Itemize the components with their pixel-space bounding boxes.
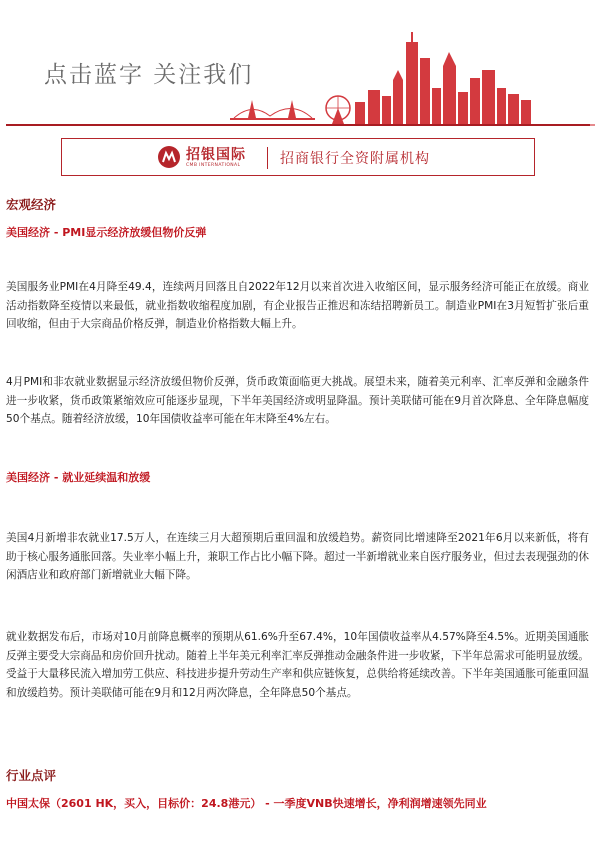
- stock-report-heading[interactable]: 中国太保（2601 HK，买入，目标价：24.8港元） - 一季度VNB快速增长，净利润增速领先同业: [6, 797, 487, 810]
- follow-us-title[interactable]: 点击蓝字 关注我们: [44, 62, 254, 88]
- cmb-logo-icon: [157, 145, 181, 169]
- section-title-industry: 行业点评: [6, 768, 57, 783]
- city-skyline-graphic: [230, 30, 595, 130]
- brand-name-cn: 招银国际: [186, 147, 246, 163]
- header-divider: [6, 124, 590, 126]
- article-paragraph: 美国4月新增非农就业17.5万人，在连续三月大超预期后重回温和放缓趋势。薪资同比增速降至2021年6月以来新低，将有助于核心服务通胀回落。失业率小幅上升，兼职工作占比小幅下降。超过一半新增就业来自医疗服务业，但过去表现强劲的休闲酒店业和政府部门新增就业大幅下降。: [6, 532, 589, 581]
- article-heading-employment[interactable]: 美国经济 - 就业延续温和放缓: [6, 471, 151, 484]
- section-title-macro: 宏观经济: [6, 197, 57, 212]
- article-heading-pmi[interactable]: 美国经济 - PMI显示经济放缓但物价反弹: [6, 226, 207, 239]
- brand-banner: [61, 138, 535, 176]
- article-paragraph: 就业数据发布后，市场对10月前降息概率的预期从61.6%升至67.4%，10年国债收益率从4.57%降至4.5%。近期美国通胀反弹主要受大宗商品和房价回升扰动。随着上半年美元利率汇率反弹推动金融条件进一步收紧，下半年总需求可能明显放缓。受益于大量移民流入增加劳工供应、科技进步提升劳动生产率和供应链恢复，总供给将延续改善。下半年美国通胀可能重回温和放缓趋势。预计美联储可能在9月和12月两次降息，全年降息50个基点。: [6, 631, 589, 699]
- article-paragraph: 4月PMI和非农就业数据显示经济放缓但物价反弹，货币政策面临更大挑战。展望未来，随着美元利率、汇率反弹和金融条件进一步收紧，货币政策紧缩效应可能逐步显现，下半年美国经济或明显降温。预计美联储可能在9月首次降息、全年降息幅度50个基点。随着经济放缓，10年国债收益率可能在年末降至4%左右。: [6, 376, 589, 425]
- brand-divider: [267, 147, 268, 169]
- article-paragraph: 美国服务业PMI在4月降至49.4，连续两月回落且自2022年12月以来首次进入收缩区间，显示服务经济可能正在放缓。商业活动指数降至疫情以来最低，就业指数收缩程度加剧，有企业报告正推迟和冻结招聘新员工。制造业PMI在3月短暂扩张后重回收缩，但由于大宗商品价格反弹，制造业价格指数大幅上升。: [6, 281, 589, 330]
- brand-name-en: CMB INTERNATIONAL: [186, 163, 241, 168]
- header-banner: [0, 0, 595, 132]
- brand-tagline: 招商银行全资附属机构: [280, 151, 430, 167]
